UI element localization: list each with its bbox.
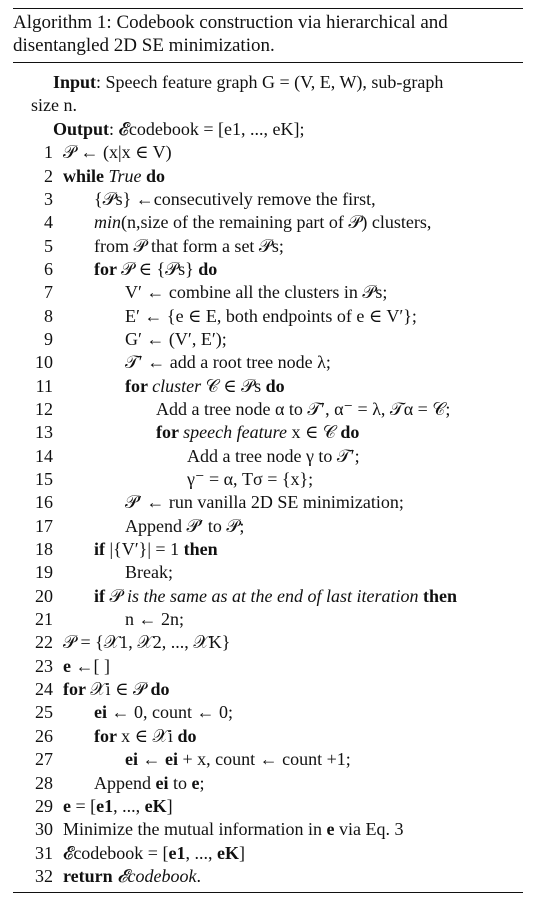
line-segment: e [326,819,335,840]
line-segment: , ..., [113,795,145,816]
line-segment: ; [199,772,205,793]
line-segment: . [196,865,201,886]
algorithm-line [13,421,523,444]
algorithm-caption [13,9,523,62]
algorithm-line [13,795,523,818]
line-segment: 𝓔codebook [117,865,197,886]
line-segment: is the same as at the end of last iteration [126,585,419,606]
line-segment: = [ [71,795,97,816]
line-number: 19 [35,562,53,583]
line-segment: via Eq. 3 [334,819,404,840]
line-segment: ← 0, count ← 0; [107,702,233,723]
line-segment: 𝒫 ← (x|x ∈ V) [63,142,172,163]
line-segment: then [418,585,457,606]
line-text [94,772,205,795]
line-segment: from 𝒫 that form a set 𝒫s; [94,235,284,256]
line-segment: ] [238,842,245,863]
line-text [125,561,173,584]
line-segment: if [94,539,110,560]
input-text: : Speech feature graph G = (V, E, W), sub-graph [96,72,444,92]
algorithm-line [13,818,523,841]
algorithm-line [13,351,523,374]
algorithm-line [13,608,523,631]
algorithm-body [13,63,523,888]
line-segment: for [156,422,184,443]
algorithm-line [13,141,523,164]
algorithm-line [13,865,523,888]
line-segment: + x, count ← count +1; [178,749,351,770]
line-text [63,165,165,188]
line-segment: e [191,772,200,793]
line-segment: then [183,539,218,560]
line-segment: for [94,725,122,746]
line-segment: V′ ← combine all the clusters in 𝒫s; [125,282,388,303]
line-number: 30 [35,819,53,840]
line-number: 6 [44,258,53,279]
line-segment: 𝒳i ∈ 𝒫 [90,679,151,700]
numbered-lines [13,141,523,888]
line-number: 5 [44,235,53,256]
algorithm-line [13,305,523,328]
line-segment: for [125,375,153,396]
line-number: 12 [35,399,53,419]
line-number: 14 [35,445,53,466]
line-segment: 𝒫 = {𝒳1, 𝒳2, ..., 𝒳K} [63,632,231,653]
caption-label: Algorithm 1: [13,12,112,33]
output-line [13,118,523,141]
line-segment: speech feature [183,422,287,443]
line-text [187,445,360,468]
line-text [125,281,387,304]
line-number: 23 [35,655,53,676]
line-number: 31 [35,842,53,863]
line-number: 4 [44,212,53,233]
line-text [94,538,218,561]
line-text [63,818,403,841]
line-segment: Add a tree node γ to 𝒯′; [187,445,360,466]
line-segment: 𝒫 ∈ {𝒫s} [121,258,199,279]
algorithm-line [13,701,523,724]
bottom-rule [13,892,523,893]
algorithm-line [13,235,523,258]
algorithm-line [13,678,523,701]
line-number: 13 [35,422,53,443]
line-text [63,842,245,865]
algorithm-line [13,842,523,865]
line-segment: ei [165,749,178,770]
line-segment: min [94,212,121,233]
line-number: 3 [44,188,53,209]
line-number: 24 [35,679,53,700]
line-segment: e [63,795,71,816]
line-segment: (n,size of the remaining part of 𝒫) clusters, [121,212,432,233]
line-segment: True [108,165,142,186]
line-number: 2 [44,165,53,186]
line-segment: E′ ← {e ∈ E, both endpoints of e ∈ V′}; [125,305,417,326]
line-number: 1 [44,142,53,163]
algorithm-line [13,398,523,421]
line-number: 18 [35,539,53,560]
line-segment: 𝒫′ ← run vanilla 2D SE minimization; [125,492,404,513]
line-segment: 𝒯′ ← add a root tree node λ; [125,352,331,373]
line-text [125,515,244,538]
line-text [156,421,359,444]
line-segment: ei [125,749,138,770]
line-segment: x ∈ 𝒞 [286,422,341,443]
line-number: 11 [35,375,53,396]
line-segment: ←[ ] [71,655,110,676]
line-number: 32 [35,865,53,886]
line-text [94,211,431,234]
line-text [125,491,404,514]
algorithm-line [13,561,523,584]
line-segment: Append 𝒫′ to 𝒫; [125,515,245,536]
line-number: 9 [44,328,53,349]
line-number: 17 [35,515,53,536]
algorithm-line [13,585,523,608]
line-segment: for [94,258,122,279]
line-segment: e1 [96,795,114,816]
algorithm-line [13,468,523,491]
line-text [125,375,285,398]
line-text [125,305,417,328]
input-line [13,71,523,94]
line-text [156,398,450,421]
line-segment: cluster [152,375,202,396]
line-segment: G′ ← (V′, E′); [125,328,227,349]
output-text: : 𝓔codebook = [e1, ..., eK]; [109,118,305,139]
line-text [125,608,184,631]
input-text-continued: size n. [31,95,77,116]
line-segment: Break; [125,562,173,583]
line-segment: do [177,725,197,746]
line-segment: if [94,585,110,606]
algorithm-line [13,445,523,468]
line-text [63,141,172,164]
caption-title: Codebook construction via hierarchical and disentangled 2D SE minimization. [13,12,448,56]
line-segment: while [63,165,109,186]
line-segment: eK [144,795,167,816]
line-number: 29 [35,795,53,816]
line-number: 7 [44,282,53,303]
line-segment: do [150,679,170,700]
line-segment: |{V′}| = 1 [109,539,184,560]
line-text [63,655,110,678]
algorithm-line [13,491,523,514]
line-text [63,865,201,888]
line-segment: to [168,772,192,793]
line-number: 8 [44,305,53,326]
line-segment: do [265,375,285,396]
input-label: Input [53,72,97,92]
algorithm-line [13,748,523,771]
line-text [94,258,217,281]
algorithm-block [13,8,523,893]
line-segment: x ∈ 𝒳i [121,725,178,746]
algorithm-line [13,631,523,654]
io-section [13,71,523,141]
line-number: 26 [35,725,53,746]
line-segment: γ⁻ = α, Tσ = {x}; [187,469,314,490]
algorithm-line [13,515,523,538]
line-text [94,701,233,724]
line-number: 15 [35,469,53,490]
line-segment: do [340,422,360,443]
line-number: 27 [35,749,53,770]
algorithm-line [13,538,523,561]
algorithm-line [13,281,523,304]
line-segment: ei [94,702,107,723]
line-segment: 𝒫 [109,585,127,606]
algorithm-line [13,772,523,795]
line-segment: eK [216,842,239,863]
output-label: Output [53,118,110,139]
line-text [125,748,351,771]
algorithm-line [13,375,523,398]
line-segment: ] [166,795,173,816]
line-segment: Add a tree node α to 𝒯′, α⁻ = λ, 𝒯α = 𝒞; [156,399,451,419]
line-segment: n ← 2n; [125,609,185,630]
line-segment: ei [155,772,169,793]
line-text [94,725,197,748]
line-segment: e [63,655,71,676]
line-text [63,678,169,701]
line-segment: return [63,865,118,886]
line-segment: Minimize the mutual information in [63,819,327,840]
line-text [94,585,457,608]
algorithm-line [13,165,523,188]
line-segment: {𝒫s} ←consecutively remove the first, [94,188,376,209]
line-segment: for [63,679,91,700]
line-text [63,795,173,818]
input-line-continued [13,94,523,117]
line-segment: , ..., [185,842,217,863]
line-text [125,328,227,351]
line-segment: do [198,258,218,279]
algorithm-line [13,211,523,234]
algorithm-line [13,655,523,678]
line-text [94,235,284,258]
line-segment: 𝓔codebook = [ [63,842,169,863]
line-segment: 𝒞 ∈ 𝒫s [201,375,266,396]
line-text [63,631,230,654]
algorithm-line [13,725,523,748]
line-number: 25 [35,702,53,723]
algorithm-line [13,188,523,211]
line-segment: ← [138,749,165,770]
line-number: 21 [35,609,53,630]
line-segment: e1 [168,842,186,863]
algorithm-line [13,258,523,281]
line-number: 10 [35,352,53,373]
line-text [125,351,331,374]
line-text [187,468,313,491]
line-number: 22 [35,632,53,653]
line-segment: do [141,165,166,186]
line-number: 20 [35,585,53,606]
line-segment: Append [94,772,156,793]
line-number: 16 [35,492,53,513]
line-number: 28 [35,772,53,793]
line-text [94,188,376,211]
algorithm-line [13,328,523,351]
